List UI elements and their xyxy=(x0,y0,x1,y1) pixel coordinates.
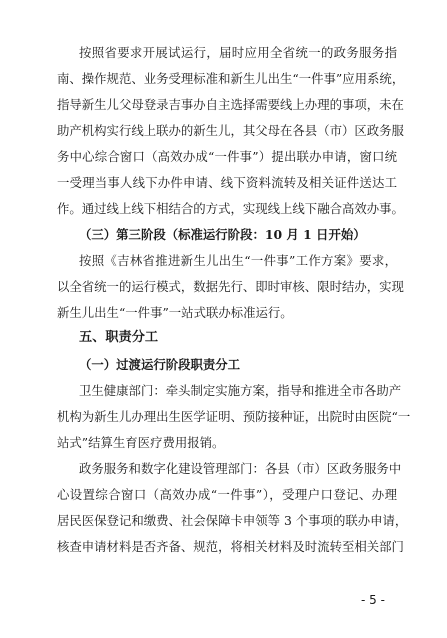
paragraph-1-line-7: 作。通过线上线下相结合的方式，实现线上线下融合高效办事。 xyxy=(57,201,404,216)
paragraph-gov-line-2: 心设置综合窗口（高效办成“一件事”），受理户口登记、办理 xyxy=(57,487,397,502)
paragraph-1-line-2: 南、操作规范、业务受理标准和新生儿出生“一件事”应用系统， xyxy=(57,71,405,86)
section-heading-stage-3: （三）第三阶段（标准运行阶段：10 月 1 日开始） xyxy=(79,227,366,242)
page-number: - 5 - xyxy=(361,593,385,607)
paragraph-1-line-3: 指导新生儿父母登录吉事办自主选择需要线上办理的事项，未在 xyxy=(57,97,404,112)
paragraph-gov-line-1: 政务服务和数字化建设管理部门：各县（市）区政务服务中 xyxy=(79,461,402,476)
paragraph-1-line-4: 助产机构实行线上联办的新生儿，其父母在各县（市）区政务服 xyxy=(57,123,404,138)
paragraph-1-line-1: 按照省要求开展试运行，届时应用全省统一的政务服务指 xyxy=(79,45,397,60)
subheading-duty-division: （一）过渡运行阶段职责分工 xyxy=(79,357,241,372)
paragraph-3-line-2: 以全省统一的运行模式，数据先行、即时审核、限时结办，实现 xyxy=(57,279,404,294)
paragraph-3-line-3: 新生儿出生“一件事”一站式联办标准运行。 xyxy=(57,305,293,320)
paragraph-health-line-1: 卫生健康部门：牵头制定实施方案，指导和推进全市各助产 xyxy=(79,383,402,398)
section-heading-5: 五、职责分工 xyxy=(79,330,159,345)
paragraph-health-line-3: 站式”结算生育医疗费用报销。 xyxy=(57,435,225,450)
paragraph-3-line-1: 按照《吉林省推进新生儿出生“一件事”工作方案》要求， xyxy=(79,253,397,268)
paragraph-1-line-6: 一受理当事人线下办件申请、线下资料流转及相关证件送达工 xyxy=(57,175,397,190)
paragraph-gov-line-4: 核查申请材料是否齐备、规范，将相关材料及时流转至相关部门 xyxy=(57,539,404,554)
paragraph-gov-line-3: 居民医保登记和缴费、社会保障卡申领等 3 个事项的联办申请， xyxy=(57,513,408,528)
paragraph-health-line-2: 机构为新生儿办理出生医学证明、预防接种证，出院时由医院“一 xyxy=(57,409,411,424)
paragraph-1-line-5: 务中心综合窗口（高效办成“一件事”）提出联办申请，窗口统 xyxy=(57,149,397,164)
